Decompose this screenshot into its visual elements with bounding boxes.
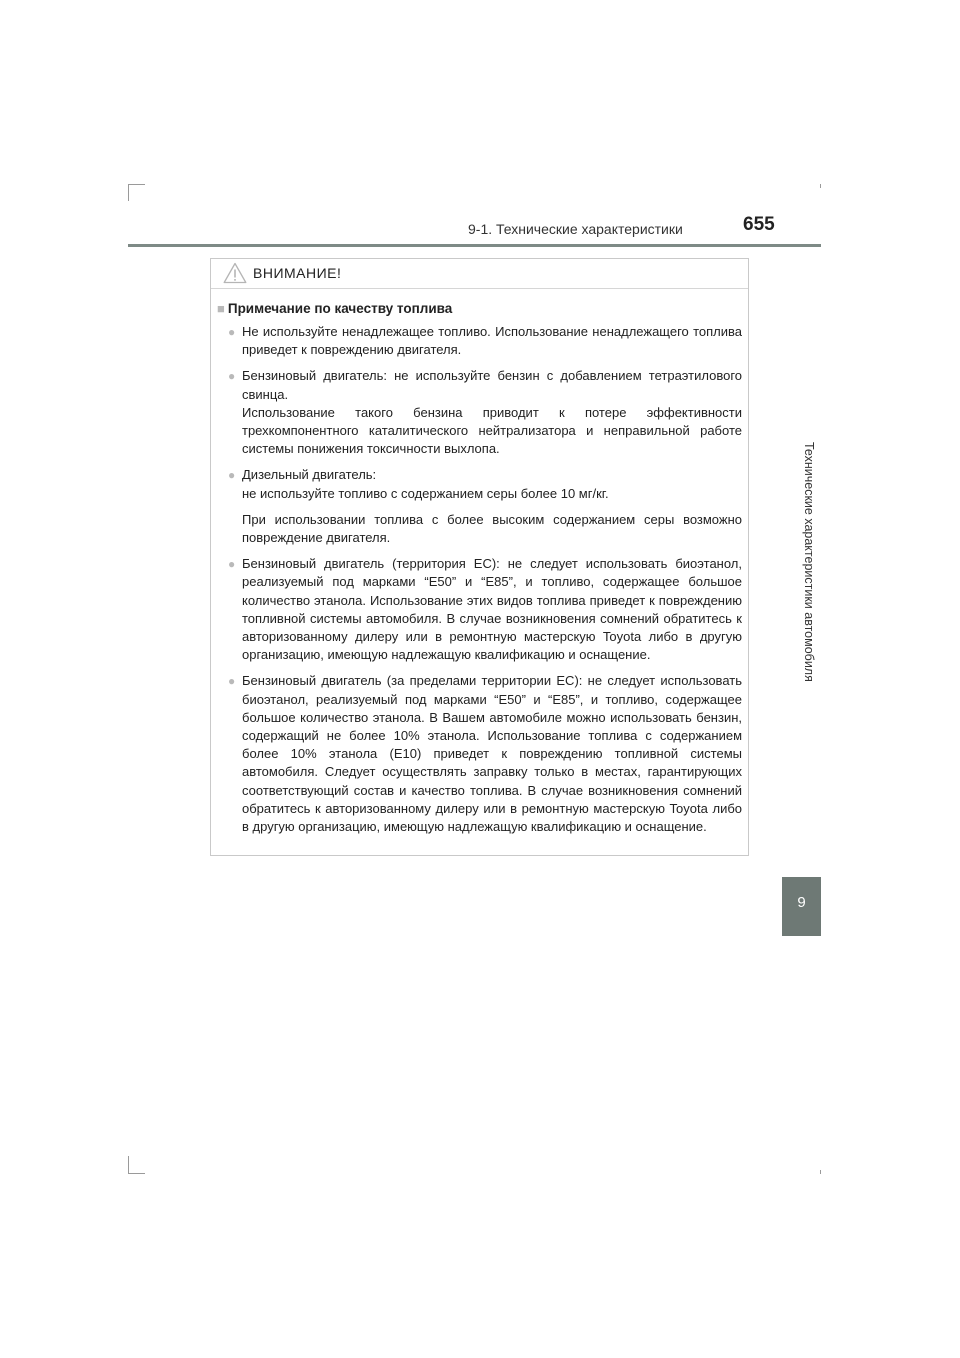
- paragraph: Бензиновый двигатель (за пределами территории ЕС): не следует использовать биоэтанол, реализуемый под марками “E50” и “E85”, и топливо, содержащее большое количество этанола. В Вашем автомобиле можно использовать бензин, содержащий не более 10% этанола. Использование топлива с содержанием более 10% этанола (E10) приведет к повреждению топливной системы автомобиля. Следует осуществлять заправку только в местах, гарантирующих соответствующий состав и качество топлива. В случае возникновения сомнений обратитесь к авторизованному дилеру или в ремонтную мастерскую Toyota либо в другую организацию, имеющую надлежащую квалификацию и оснащение.: [242, 673, 742, 835]
- bullet-item: [217, 466, 742, 547]
- bullet-item: [217, 555, 742, 664]
- crop-mark-top-right: [820, 184, 821, 188]
- crop-mark-bottom-left-h: [128, 1173, 145, 1174]
- chapter-tab: 9: [782, 877, 821, 936]
- paragraph: не используйте топливо с содержанием серы более 10 мг/кг.: [242, 485, 609, 501]
- bullet-dot: ●: [228, 325, 236, 339]
- crop-mark-bottom-right: [820, 1170, 821, 1174]
- bullet-dot: ●: [228, 674, 236, 689]
- section-marker: ■: [217, 301, 225, 316]
- running-header: 9-1. Технические характеристики: [468, 221, 683, 237]
- section-heading: [217, 301, 742, 316]
- crop-mark-bottom-left-v: [128, 1156, 129, 1174]
- paragraph: Дизельный двигатель:: [242, 467, 377, 483]
- section-title: Примечание по качеству топлива: [227, 301, 453, 316]
- paragraph: Бензиновый двигатель: не используйте бензин с добавлением тетраэтилового свинца.: [242, 368, 742, 402]
- bullet-item: [217, 323, 742, 359]
- paragraph: Использование такого бензина приводит к потере эффективности трехкомпонентного каталитического нейтрализатора и неправильной работе системы понижения токсичности выхлопа.: [242, 404, 742, 457]
- warning-triangle-icon: [223, 262, 247, 289]
- caution-body: [211, 289, 748, 836]
- caution-title: ВНИМАНИЕ!: [253, 265, 342, 281]
- header-rule: [128, 244, 821, 247]
- page-number: 655: [743, 214, 775, 235]
- bullet-item: [217, 367, 742, 458]
- caution-box: [210, 258, 749, 856]
- bullet-dot: ●: [228, 369, 236, 384]
- bullet-dot: ●: [228, 557, 236, 572]
- caution-header: [211, 259, 748, 289]
- paragraph: При использовании топлива с более высоким содержанием серы возможно повреждение двигателя.: [242, 511, 742, 546]
- paragraph: Бензиновый двигатель (территория ЕС): не следует использовать биоэтанол, реализуемый под марками “E50” и “E85”, и топливо, содержащее большое количество этанола. Использование этих видов топлива приведет к повреждению топливной системы автомобиля. В случае возникновения сомнений обратитесь к авторизованному дилеру или в ремонтную мастерскую Toyota либо в другую организацию, имеющую надлежащую квалификацию и оснащение.: [242, 556, 742, 663]
- bullet-dot: ●: [228, 468, 236, 483]
- crop-mark-top-left-h: [128, 184, 145, 185]
- side-tab-label: Технические характеристики автомобиля: [802, 442, 816, 682]
- bullet-item: [217, 672, 742, 836]
- crop-mark-top-left-v: [128, 184, 129, 201]
- paragraph: Не используйте ненадлежащее топливо. Использование ненадлежащего топлива приведет к повреждению двигателя.: [242, 324, 742, 358]
